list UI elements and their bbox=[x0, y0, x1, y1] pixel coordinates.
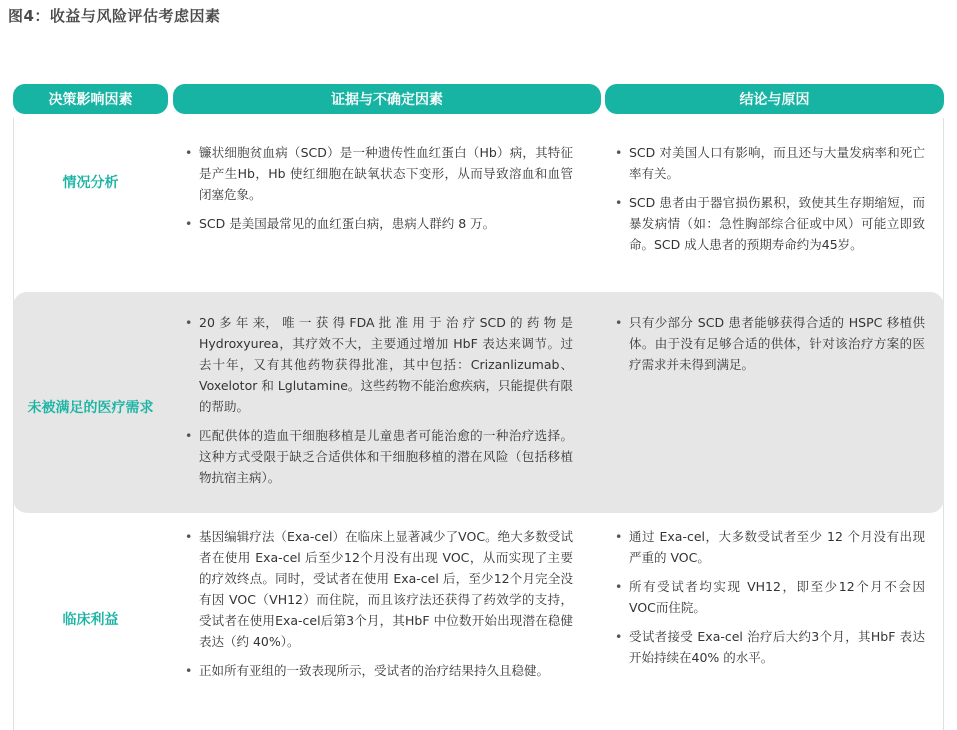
header-decision-factors: 决策影响因素 bbox=[13, 84, 168, 114]
row-label-unmet-need: 未被满足的医疗需求 bbox=[27, 400, 154, 416]
evidence-item: • SCD 是美国最常见的血红蛋白病，患病人群约 8 万。 bbox=[185, 213, 573, 234]
evidence-item: • 匹配供体的造血干细胞移植是儿童患者可能治愈的一种治疗选择。这种方式受限于缺乏合适供体和干细胞移植的潜在风险（包括移植物抗宿主病）。 bbox=[185, 425, 573, 488]
row-label-situation: 情况分析 bbox=[62, 175, 119, 191]
table-row-unmet-need bbox=[13, 292, 944, 513]
conclusion-item: • 受试者接受 Exa-cel 治疗后大约3个月，其HbF 表达开始持续在40% 的水平。 bbox=[615, 626, 925, 668]
conclusion-item: • 只有少部分 SCD 患者能够获得合适的 HSPC 移植供体。由于没有足够合适的供体，针对该治疗方案的医疗需求并未得到满足。 bbox=[615, 312, 925, 375]
evidence-item: • 正如所有亚组的一致表现所示，受试者的治疗结果持久且稳健。 bbox=[185, 660, 573, 681]
conclusion-item: • SCD 对美国人口有影响，而且还与大量发病率和死亡率有关。 bbox=[615, 142, 925, 184]
header-conclusion: 结论与原因 bbox=[605, 84, 944, 114]
conclusion-item: • 通过 Exa-cel，大多数受试者至少 12 个月没有出现严重的 VOC。 bbox=[615, 526, 925, 568]
evidence-item: • 20 多 年 来， 唯 一 获 得 FDA 批 准 用 于 治 疗 SCD 的 药 物 是 Hydroxyurea，其疗效不大，主要通过增加 HbF 表达来调节。过去十年，又有其他药物获得批准，其中包括：Crizanlizumab、Voxelotor 和 Lglutamine。这些药物不能治愈疾病，只能提供有限的帮助。 bbox=[185, 312, 573, 417]
conclusion-item: • 所有受试者均实现 VH12，即至少12个月不会因 VOC而住院。 bbox=[615, 576, 925, 618]
table-row-clinical-benefit bbox=[13, 517, 944, 730]
evidence-item: • 镰状细胞贫血病（SCD）是一种遗传性血红蛋白（Hb）病，其特征是产生Hb，Hb 使红细胞在缺氧状态下变形，从而导致溶血和血管闭塞危象。 bbox=[185, 142, 573, 205]
row-label-clinical-benefit: 临床利益 bbox=[62, 611, 119, 628]
evidence-item: • 基因编辑疗法（Exa-cel）在临床上显著减少了VOC。绝大多数受试者在使用 Exa-cel 后至少12个月没有出现 VOC，从而实现了主要的疗效终点。同时，受试者在使用 Exa-cel 后，至少12个月完全没有因 VOC（VH12）而住院，而且该疗法还获得了药效学的支持，受试者在使用Exa-cel后第3个月，其HbF 中位数开始出现潜在稳健表达（约 40%）。 bbox=[185, 526, 573, 652]
figure-title: 图4：收益与风险评估考虑因素 bbox=[8, 7, 221, 25]
header-evidence: 证据与不确定因素 bbox=[173, 84, 601, 114]
conclusion-item: • SCD 患者由于器官损伤累积，致使其生存期缩短，而暴发病情（如：急性胸部综合征或中风）可能立即致命。SCD 成人患者的预期寿命约为45岁。 bbox=[615, 192, 925, 255]
table-row-situation bbox=[13, 118, 944, 288]
